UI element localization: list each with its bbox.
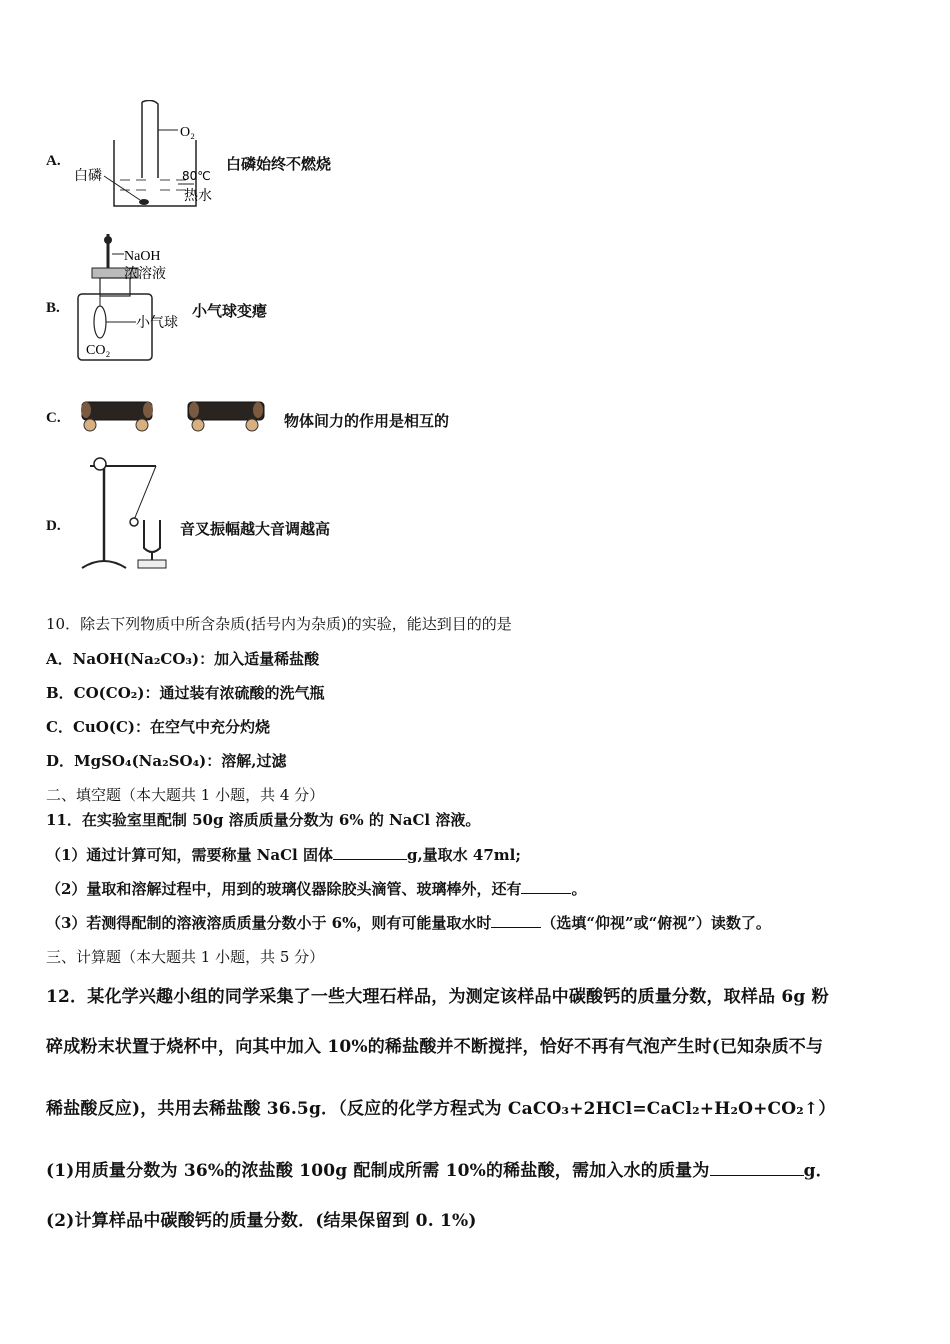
q11-part2-end: 。	[571, 880, 587, 898]
option-b-caption: 小气球变瘪	[192, 302, 268, 320]
q11-part1-text: （1）通过计算可知，需要称量 NaCl 固体	[46, 846, 333, 864]
q11-part2	[46, 878, 586, 899]
option-d-letter: D.	[46, 518, 61, 534]
beaker-white-phosphorus-figure	[74, 100, 224, 212]
q10-option-a: A．NaOH(Na₂CO₃)：加入适量稀盐酸	[46, 650, 320, 668]
q12-part1-blank[interactable]	[710, 1161, 804, 1176]
option-c-letter: C.	[46, 410, 61, 426]
q11-part3	[46, 912, 771, 933]
bottle-balloon-figure	[74, 232, 194, 364]
q11-part1-blank[interactable]	[333, 845, 407, 860]
q11-part1-unit: g,量取水 47ml;	[406, 846, 521, 864]
label-temperature: 80℃	[182, 169, 211, 183]
q10-option-c: C．CuO(C)：在空气中充分灼烧	[46, 718, 270, 736]
q11-part3-blank[interactable]	[491, 913, 541, 928]
label-concentrated-solution: 浓溶液	[124, 266, 166, 282]
q12-line2: 碎成粉末状置于烧杯中，向其中加入 10%的稀盐酸并不断搅拌，恰好不再有气泡产生时(已知杂质不与	[46, 1037, 824, 1057]
label-o2: O₂	[180, 125, 195, 140]
two-carts-figure	[76, 398, 272, 434]
label-co2: CO₂	[86, 343, 111, 358]
option-b-letter: B.	[46, 300, 60, 316]
q11-part1	[46, 844, 521, 865]
q11-part3-end: （选填“仰视”或“俯视”）读数了。	[541, 914, 771, 932]
q10-option-b: B．CO(CO₂)：通过装有浓硫酸的洗气瓶	[46, 684, 325, 702]
option-a-caption: 白磷始终不燃烧	[226, 155, 332, 173]
option-d-caption: 音叉振幅越大音调越高	[180, 520, 331, 538]
q10-option-d: D．MgSO₄(Na₂SO₄)：溶解,过滤	[46, 752, 287, 770]
q12-part1-unit: g．	[803, 1161, 833, 1181]
option-a-letter: A.	[46, 153, 61, 169]
q12-line1: 12．某化学兴趣小组的同学采集了一些大理石样品，为测定该样品中碳酸钙的质量分数，取样品 6g 粉	[46, 987, 829, 1007]
section2-heading: 二、填空题（本大题共 1 小题，共 4 分）	[46, 786, 325, 804]
q11-part2-text: （2）量取和溶解过程中，用到的玻璃仪器除胶头滴管、玻璃棒外，还有	[46, 880, 522, 898]
label-hot-water: 热水	[184, 188, 212, 204]
q12-part1-text: (1)用质量分数为 36%的浓盐酸 100g 配制成所需 10%的稀盐酸，需加入水的质量为	[46, 1161, 710, 1181]
q12-line3: 稀盐酸反应)，共用去稀盐酸 36.5g．（反应的化学方程式为 CaCO₃+2HCl=CaCl₂+H₂O+CO₂↑）	[46, 1099, 836, 1119]
section3-heading: 三、计算题（本大题共 1 小题，共 5 分）	[46, 948, 325, 966]
q12-part2: (2)计算样品中碳酸钙的质量分数．(结果保留到 0. 1%)	[46, 1211, 477, 1231]
label-small-balloon: 小气球	[136, 315, 178, 331]
q11-part2-blank[interactable]	[521, 879, 571, 894]
label-naoh: NaOH	[124, 249, 161, 264]
label-white-phosphorus: 白磷	[74, 168, 102, 184]
q10-stem: 10．除去下列物质中所含杂质(括号内为杂质)的实验，能达到目的的是	[46, 615, 512, 633]
q12-part1	[46, 1156, 833, 1181]
tuning-fork-figure	[76, 454, 180, 574]
q11-part3-text: （3）若测得配制的溶液溶质质量分数小于 6%，则有可能量取水时	[46, 914, 492, 932]
q11-stem: 11．在实验室里配制 50g 溶质质量分数为 6% 的 NaCl 溶液。	[46, 811, 481, 829]
option-c-caption: 物体间力的作用是相互的	[284, 412, 450, 430]
